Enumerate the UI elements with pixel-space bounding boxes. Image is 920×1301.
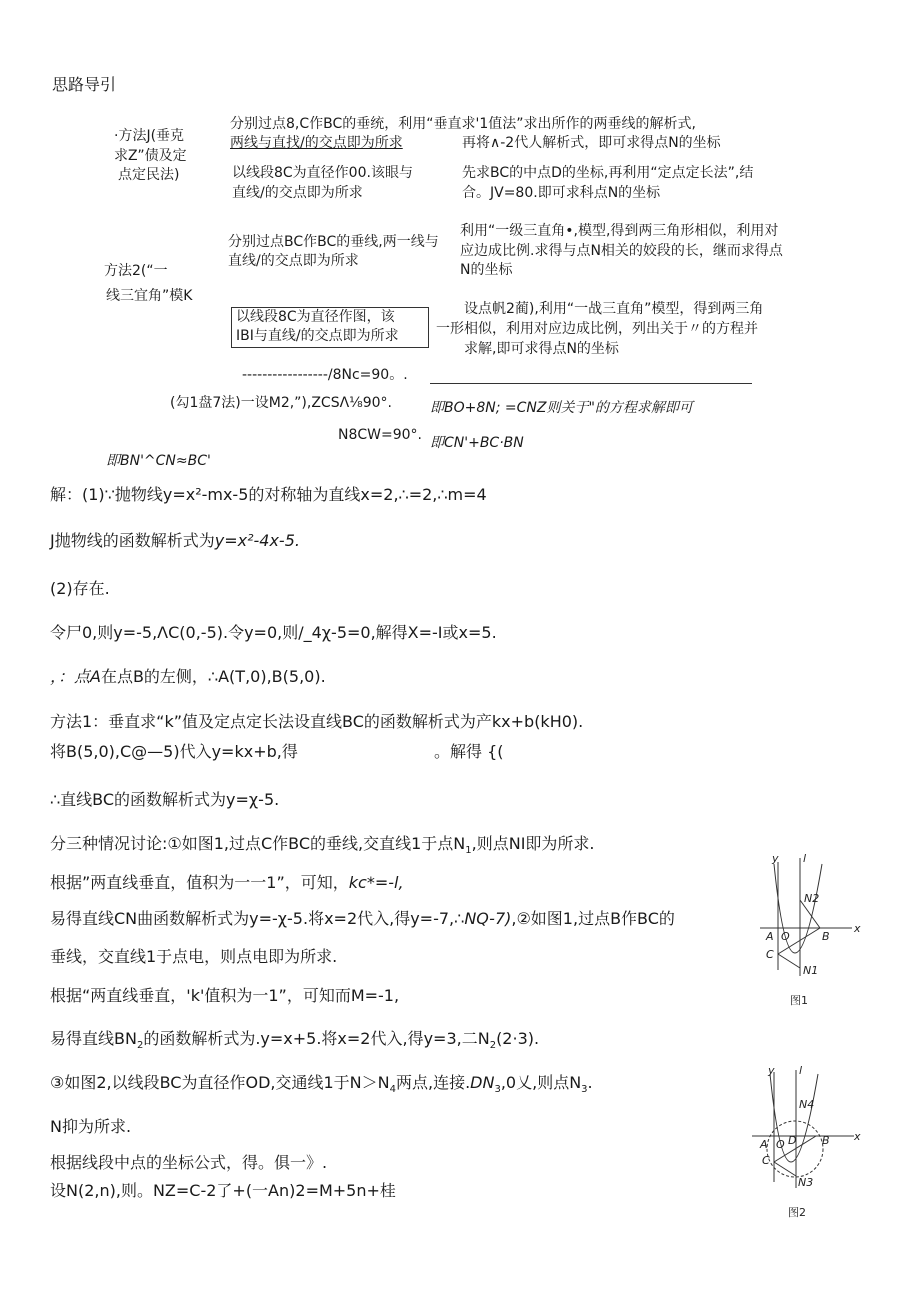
solution-line-15: ③如图2,以线段BC为直径作OD,交通线1于$N>N_4$两点,连接$.DN_3,0$乂,则点$N_3$. <box>50 1073 593 1096</box>
label-n4: N4 <box>799 1098 815 1111</box>
m1-row1-right: 再将∧-2代人解析式，即可求得点N的坐标 <box>462 135 721 151</box>
solution-line-12: 垂线，交直线1于点电，则点电即为所求. <box>50 947 338 966</box>
solution-line-5: ，：点A在点B的左侧，∴A(T,0),B(5,0). <box>50 667 326 686</box>
m3-label: (勾1盘7法)一设M2,”),ZCSΛ⅛90°. <box>170 395 393 411</box>
label-o: O <box>776 1138 785 1151</box>
label-l: l <box>803 852 807 865</box>
label-n2: N2 <box>804 892 820 905</box>
solution-line-10: 根据”两直线垂直，值积为一一1”，可知，kc*=-l, <box>50 873 404 892</box>
label-c: C <box>766 948 774 961</box>
solution-line-17: 根据线段中点的坐标公式，得。俱一》. <box>50 1153 328 1172</box>
label-a: A <box>766 930 774 943</box>
label-x: x <box>854 922 861 935</box>
label-o: O <box>781 930 790 943</box>
label-n3: N3 <box>798 1176 814 1189</box>
solution-line-7a: 将B(5,0),C@—5)代入y=kx+b,得 <box>50 742 298 761</box>
solution-line-4: 令尸0,则y=-5,ΛC(0,-5).令y=0,则/_4χ-5=0,解得X=-I或x=5. <box>50 623 497 642</box>
label-l: l <box>799 1064 803 1077</box>
page-heading: 思路导引 <box>52 75 117 94</box>
solution-line-14: 易得直线$BN_2$的函数解析式为.y=x+5.将x=2代入,得y=3,二$N_2(2\cdot 3)$. <box>50 1029 540 1052</box>
solution-line-11: 易得直线CN曲函数解析式为y=-χ-5.将x=2代入,得y=-7,∴NQ-7),②如图1,过点B作BC的 <box>50 909 675 928</box>
solution-line-1: 解：(1)∵抛物线y=x²-mx-5的对称轴为直线x=2,∴=2,∴m=4 <box>50 485 487 504</box>
m3-row1: 即BO+8N; =CNZ则关于"的方程求解即可 <box>430 400 693 416</box>
label-b: B <box>822 1134 830 1147</box>
figure-1 <box>752 852 864 1012</box>
m3-angle: N8CW=90°. <box>338 427 422 443</box>
solution-line-13: 根据“两直线垂直，'k'值积为一1”，可知而M=-1, <box>50 986 400 1005</box>
solution-line-16: N抑为所求. <box>50 1117 132 1136</box>
figure-2 <box>746 1064 862 1224</box>
label-y: y <box>768 1064 775 1077</box>
solution-line-6: 方法1：垂直求“k”值及定点定长法设直线BC的函数解析式为产kx+b(kH0). <box>50 712 584 731</box>
label-x: x <box>854 1130 861 1143</box>
label-a: A <box>760 1138 768 1151</box>
solution-line-7b: 。解得 {( <box>434 742 504 761</box>
label-d: D <box>788 1134 797 1147</box>
solution-line-9: 分三种情况讨论:①如图1,过点C作BC的垂线,交直线1于点$N_1$,则点NI即为所求. <box>50 834 595 857</box>
caption: 图2 <box>788 1206 806 1219</box>
m3-row2: 即CN'+BC·BN <box>430 435 524 451</box>
label-n1: N1 <box>803 964 819 977</box>
solution-line-18: 设N(2,n),则。NZ=C-2了+(一An)2=M+5n+桂 <box>50 1181 396 1200</box>
segment-cn1 <box>778 954 800 968</box>
label-b: B <box>822 930 830 943</box>
caption: 图1 <box>790 994 808 1007</box>
label-c: C <box>762 1154 770 1167</box>
label-y: y <box>772 852 779 865</box>
solution-line-8: ∴直线BC的函数解析式为y=χ-5. <box>50 790 280 809</box>
m3-bottom: 即BN'^CN≈BC' <box>106 453 211 469</box>
solution-line-2: J抛物线的函数解析式为y=x²-4x-5. <box>50 531 300 550</box>
m3-dash-line: -----------------/8Nc=90。. <box>242 367 408 383</box>
segment-cn3 <box>774 1162 796 1176</box>
solution-line-3: (2)存在. <box>50 579 110 598</box>
divider-rule <box>430 383 752 384</box>
